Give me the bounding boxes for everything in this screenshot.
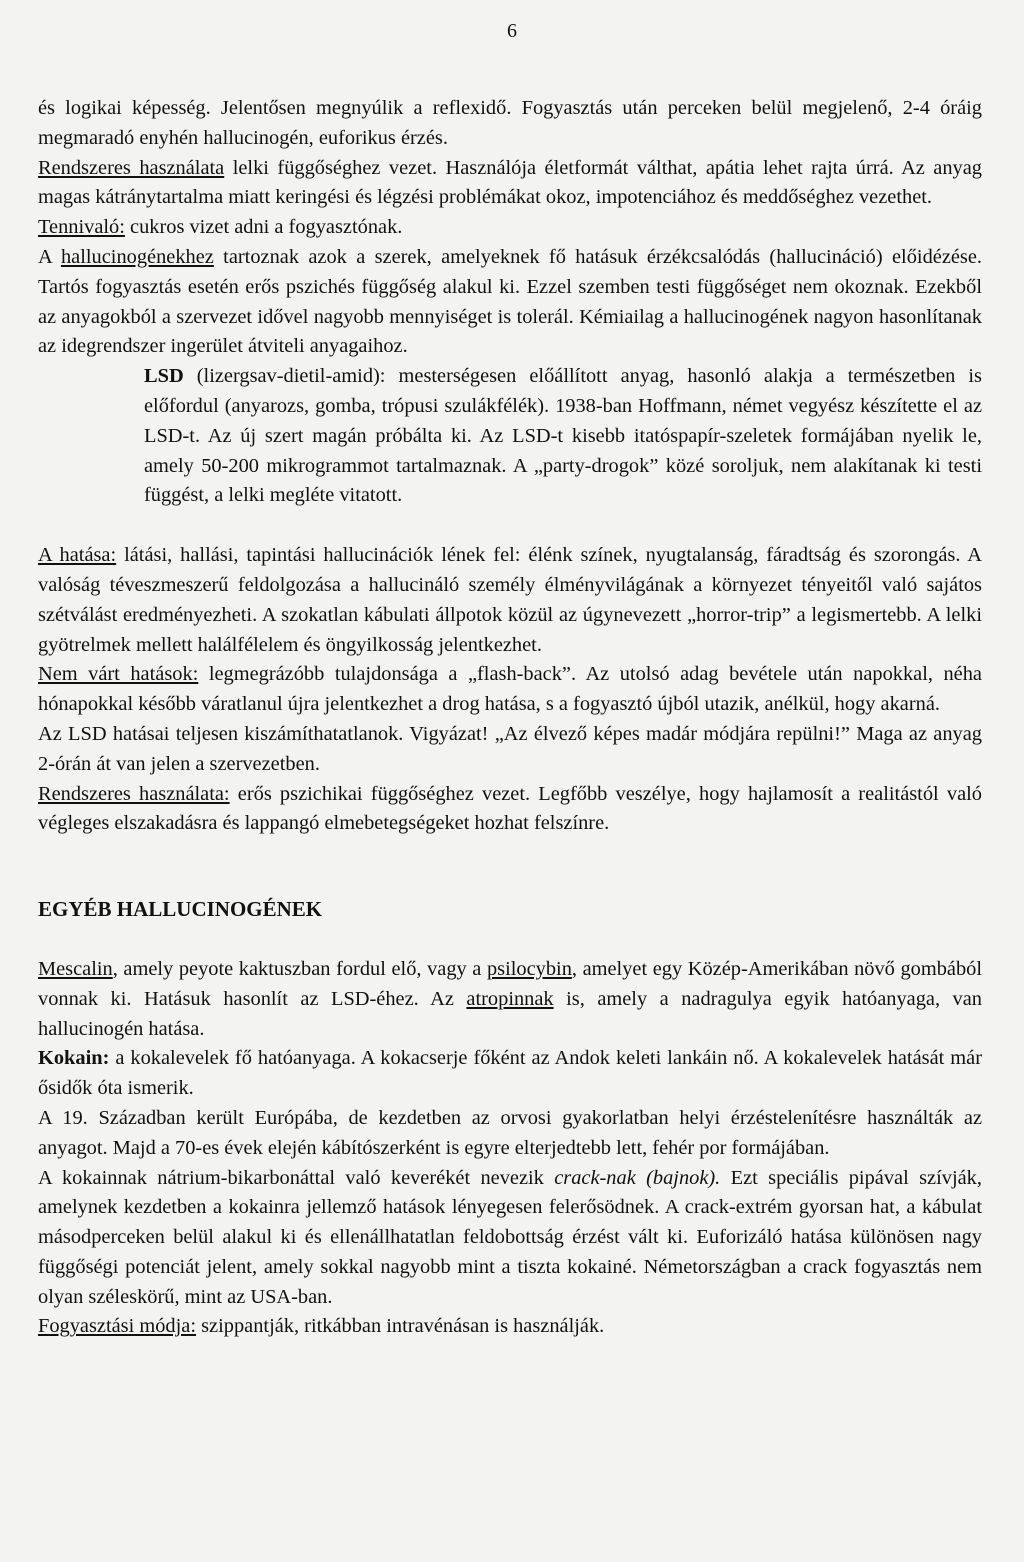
paragraph-text: Ezt speciális pipával szívják, amelynek kezdetben a kokainra jellemző hatások lényegesen felerősödnek. A crack-extrém gyorsan hat, a kábulat másodperceken belül alakul ki és ellenállhatatlan feldobottság érzést vált ki. Euforizáló hatása különösen nagy függőségi potenciát jelent, amely sokkal nagyobb mint a tiszta kokainé. Németországban a crack fogyasztás nem olyan széleskörű, mint az USA-ban. (38, 1166, 982, 1308)
term-label: Rendszeres használata: (38, 782, 230, 805)
paragraph-9 (38, 780, 982, 840)
paragraph-4 (38, 243, 982, 362)
paragraph-text: A (38, 245, 61, 268)
paragraph-14 (38, 1312, 982, 1342)
page-number: 6 (507, 20, 517, 42)
paragraph-3 (38, 213, 982, 243)
term-bold: Kokain: (38, 1047, 110, 1070)
term-label: Rendszeres használata (38, 156, 225, 179)
paragraph-6 (38, 541, 982, 660)
term-label: Mescalin (38, 957, 113, 980)
paragraph-text: , amelyet egy Közép-Amerikában növő gombából vonnak ki. Hatásuk hasonlít az LSD-éhez. Az (38, 957, 983, 1010)
term-label: A hatása: (38, 544, 117, 567)
spacer (38, 839, 982, 895)
paragraph-2 (38, 154, 982, 214)
paragraph-text: szippantják, ritkábban intravénásan is használják. (196, 1315, 605, 1338)
paragraph-1: és logikai képesség. Jelentősen megnyúlik a reflexidő. Fogyasztás után perceken belül megjelenő, 2-4 óráig megmaradó enyhén hallucinogén, euforikus érzés. (38, 97, 982, 149)
spacer (38, 511, 982, 541)
paragraph-12: A 19. Században került Európába, de kezdetben az orvosi gyakorlatban helyi érzéstelenítésre használták az anyagot. Majd a 70-es évek elején kábítószerként is egyre elterjedtebb lett, fehér por formájában. (38, 1106, 982, 1159)
term-label: atropinnak (466, 987, 554, 1010)
paragraph-7 (38, 660, 982, 720)
term-label: psilocybin (486, 957, 572, 980)
paragraph-text: cukros vizet adni a fogyasztónak. (124, 216, 403, 239)
term-italic: crack-nak (bajnok). (554, 1166, 721, 1189)
section-heading: EGYÉB HALLUCINOGÉNEK (38, 897, 323, 922)
paragraph-text: a kokalevelek fő hatóanyaga. A kokacserje főként az Andok keleti lankáin nő. A kokalevelek hatását már ősidők óta ismerik. (38, 1047, 982, 1100)
paragraph-text: , amely peyote kaktuszban fordul elő, vagy a (112, 957, 487, 980)
paragraph-text: tartoznak azok a szerek, amelyeknek fő hatásuk érzékcsalódás (hallucináció) előidézése. Tartós fogyasztás esetén erős pszichés függőség alakul ki. Ezzel szemben testi függőséget nem okoznak. Ezekből az anyagokból a szervezet idővel nagyobb mennyiséget is tolerál. Kémiailag a hallucinogének nagyon hasonlítanak az idegrendszer ingerület átviteli anyagaihoz. (38, 245, 982, 358)
term-label: hallucinogénekhez (60, 245, 214, 268)
term-label: Fogyasztási módja: (38, 1315, 197, 1338)
body-text (38, 94, 982, 1342)
paragraph-text: legmegrázóbb tulajdonsága a „flash-back”. Az utolsó adag bevétele után napokkal, néha hónapokkal később váratlanul újra jelentkezhet a drog hatása, s a fogyasztó újból utazik, anélkül, hogy akarná. (38, 663, 982, 716)
paragraph-text: is, amely a nadragulya egyik hatóanyaga, van hallucinogén hatása. (38, 987, 982, 1040)
spacer (38, 925, 982, 955)
term-bold: LSD (144, 365, 184, 388)
paragraph-text: A kokainnak nátrium-bikarbonáttal való keverékét nevezik (38, 1166, 555, 1189)
paragraph-13 (38, 1164, 982, 1313)
paragraph-text: látási, hallási, tapintási hallucinációk lének fel: élénk színek, nyugtalanság, fáradtság és szorongás. A valóság téveszmeszerű feldolgozása a hallucináló személy élményvilágának a környezet tényeitől való sajátos szétválást eredményezheti. A szokatlan kábulati állpotok közül az úgynevezett „horror-trip” a legismertebb. A lelki gyötrelmek mellett halálfélelem és öngyilkosság jelentkezhet. (38, 544, 982, 656)
paragraph-text: lelki függőséghez vezet. Használója életformát válthat, apátia lehet rajta úrrá. Az anyag magas kátránytartalma miatt keringési és légzési problémákat okoz, impotenciához és meddőséghez vezethet. (38, 156, 982, 209)
paragraph-10 (38, 955, 982, 1044)
term-label: Tennivaló: (38, 216, 125, 239)
paragraph-text: erős pszichikai függőséghez vezet. Legfőbb veszélye, hogy hajlamosít a realitástól való végleges elszakadásra és lappangó elmebetegségeket hozhat felszínre. (38, 782, 982, 835)
paragraph-11 (38, 1044, 982, 1104)
paragraph-text: (lizergsav-dietil-amid): mesterségesen előállított anyag, hasonló alakja a természetben is előfordul (anyarozs, gomba, trópusi szulákfélék). 1938-ban Hoffmann, német vegyész készítette el az LSD-t. Az új szert magán próbálta ki. Az LSD-t kisebb itatóspapír-szeletek formájában nyelik le, amely 50-200 mikrogrammot tartalmaznak. A „party-drogok” közé soroljuk, nem alakítanak ki testi függést, a lelki megléte vitatott. (144, 365, 982, 507)
term-label: Nem várt hatások: (38, 663, 199, 686)
paragraph-lsd (38, 362, 982, 511)
paragraph-8: Az LSD hatásai teljesen kiszámíthatatlanok. Vigyázat! „Az élvező képes madár módjára repülni!” Maga az anyag 2-órán át van jelen a szervezetben. (38, 722, 982, 775)
